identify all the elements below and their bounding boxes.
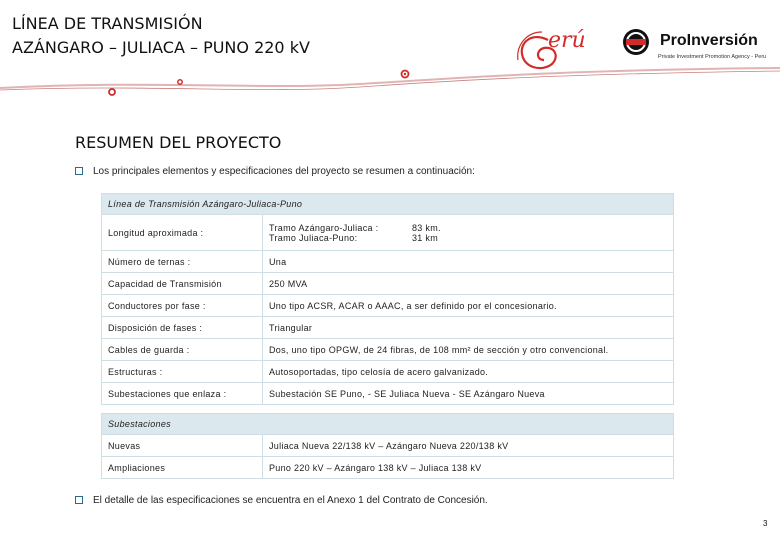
transmission-line-table (101, 193, 674, 405)
table-row (102, 273, 674, 295)
table-row (102, 361, 674, 383)
swoosh-circle-icon (178, 80, 182, 84)
table-row (102, 339, 674, 361)
section-title: RESUMEN DEL PROYECTO (75, 133, 282, 152)
swoosh-dot-icon (404, 73, 406, 75)
row-value: 250 MVA (263, 273, 674, 295)
closing-bullet (75, 494, 715, 508)
row-label: Conductores por fase : (102, 295, 263, 317)
row-value: Triangular (263, 317, 674, 339)
sub-value: Tramo Juliaca-Puno: (269, 232, 358, 243)
swoosh-circle-icon (109, 89, 115, 95)
intro-text: Los principales elementos y especificaciones del proyecto se resumen a continuación: (93, 166, 475, 177)
peru-logo-text: erú (548, 28, 586, 53)
checkbox-bullet-icon (75, 167, 83, 175)
row-label: Estructuras : (102, 361, 263, 383)
row-label: Disposición de fases : (102, 317, 263, 339)
row-value: Una (263, 251, 674, 273)
closing-text: El detalle de las especificaciones se encuentra en el Anexo 1 del Contrato de Concesión. (93, 495, 488, 506)
sub-value: 31 km (412, 232, 439, 243)
sub-value: Tramo Azángaro-Juliaca : (269, 222, 379, 233)
row-label: Número de ternas : (102, 251, 263, 273)
title-line-1: LÍNEA DE TRANSMISIÓN (12, 14, 203, 33)
row-value (263, 215, 674, 251)
proinversion-tagline: Private Investment Promotion Agency - Peru (658, 54, 767, 60)
sub-value: 83 km. (412, 222, 441, 233)
row-label: Nuevas (102, 435, 263, 457)
substations-table (101, 413, 674, 479)
table-row (102, 435, 674, 457)
intro-bullet (75, 165, 715, 179)
row-label: Ampliaciones (102, 457, 263, 479)
table-row (102, 215, 674, 251)
page-number: 3 (763, 519, 768, 528)
table-row (102, 457, 674, 479)
row-value: Autosoportadas, tipo celosía de acero galvanizado. (263, 361, 674, 383)
table-header: Línea de Transmisión Azángaro-Juliaca-Puno (102, 194, 674, 215)
row-label: Longitud aproximada : (102, 215, 263, 251)
table-header: Subestaciones (102, 414, 674, 435)
table-header-row (102, 414, 674, 435)
proinversion-logo-text: ProInversión (660, 32, 758, 49)
row-value: Puno 220 kV – Azángaro 138 kV – Juliaca 138 kV (263, 457, 674, 479)
table-header-row (102, 194, 674, 215)
row-value: Dos, uno tipo OPGW, de 24 fibras, de 108 mm² de sección y otro convencional. (263, 339, 674, 361)
row-label: Subestaciones que enlaza : (102, 383, 263, 405)
row-value: Subestación SE Puno, - SE Juliaca Nueva - SE Azángaro Nueva (263, 383, 674, 405)
table-row (102, 383, 674, 405)
document-title (12, 12, 310, 60)
table-row (102, 317, 674, 339)
row-value: Juliaca Nueva 22/138 kV – Azángaro Nueva 220/138 kV (263, 435, 674, 457)
table-row (102, 251, 674, 273)
row-value: Uno tipo ACSR, ACAR o AAAC, a ser definido por el concesionario. (263, 295, 674, 317)
row-label: Cables de guarda : (102, 339, 263, 361)
row-label: Capacidad de Transmisión (102, 273, 263, 295)
title-line-2: AZÁNGARO – JULIACA – PUNO 220 kV (12, 38, 310, 57)
checkbox-bullet-icon (75, 496, 83, 504)
table-row (102, 295, 674, 317)
